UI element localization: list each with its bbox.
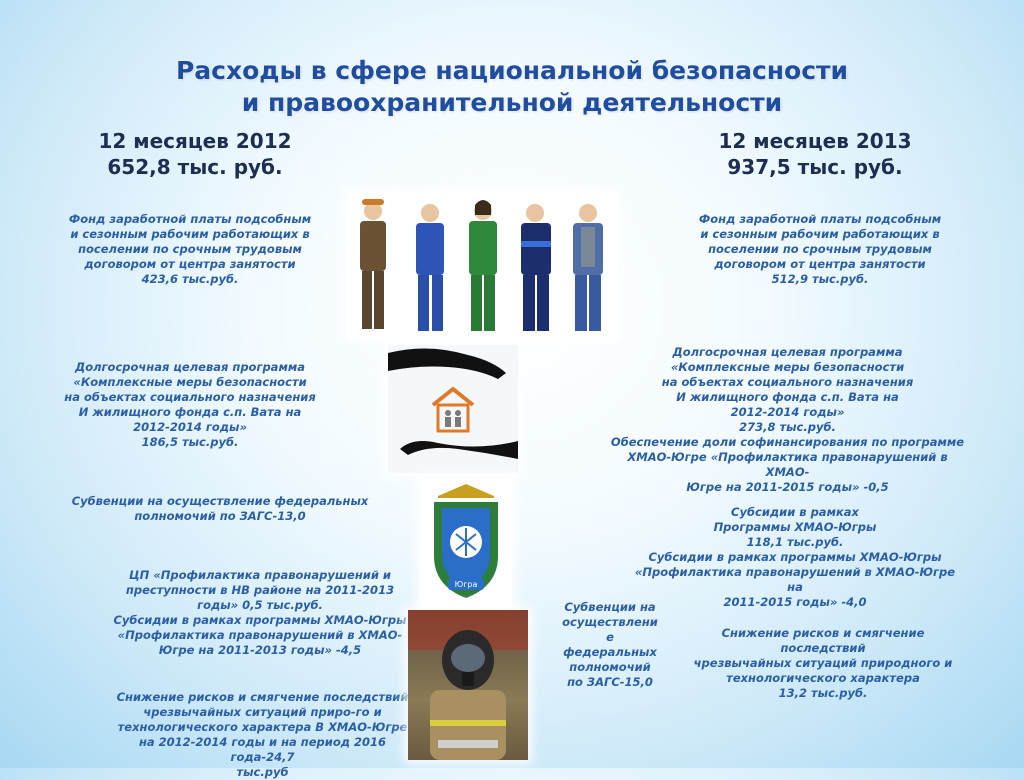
- right-block-zags: Субвенции на осуществлени е федеральных полномочий по ЗАГС-15,0: [562, 600, 658, 689]
- left-period: 12 месяцев 2012: [98, 129, 292, 153]
- page-title: [0, 55, 1024, 119]
- right-period: 12 месяцев 2013: [718, 129, 912, 153]
- emblem-caption: Югра: [454, 580, 478, 589]
- right-total: 937,5 тыс. руб.: [727, 155, 903, 179]
- hands-house-image: [388, 345, 518, 473]
- left-total: 652,8 тыс. руб.: [107, 155, 283, 179]
- right-period-header: [680, 128, 950, 180]
- left-block-prevention: ЦП «Профилактика правонарушений и преступности в НВ районе на 2011-2013 годы» 0,5 тыс.руб. Субсидии в рамках программы ХМАО-Югры «Профилактика правонарушений в ХМАО- Югре на 2011-2013 годы» -4,5: [113, 568, 407, 657]
- workers-photo: [348, 193, 618, 338]
- left-block-zags: Субвенции на осуществление федеральных полномочий по ЗАГС-13,0: [71, 494, 369, 523]
- left-block-payroll: Фонд заработной платы подсобным и сезонным рабочим работающих в поселении по срочным трудовым договором от центра занятости 423,6 тыс.руб.: [68, 212, 312, 286]
- firefighter-photo: [408, 610, 528, 760]
- title-line-1: Расходы в сфере национальной безопасности: [175, 56, 849, 85]
- right-block-emergency: Снижение рисков и смягчение последствий чрезвычайных ситуаций природного и технологического характера 13,2 тыс.руб.: [693, 626, 953, 700]
- emblem-image: [420, 478, 512, 608]
- hands-house-icon: [388, 345, 518, 473]
- firefighter-icon: [408, 610, 528, 760]
- left-period-header: [60, 128, 330, 180]
- right-block-payroll: Фонд заработной платы подсобным и сезонным рабочим работающих в поселении по срочным трудовым договором от центра занятости 512,9 тыс.руб.: [698, 212, 942, 286]
- coat-of-arms-icon: [420, 478, 512, 608]
- left-block-emergency: Снижение рисков и смягчение последствий чрезвычайных ситуаций приро-го и технологического характера В ХМАО-Югре на 2012-2014 годы и на период 2016 года-24,7 тыс.руб: [116, 690, 409, 779]
- left-block-safety-program: Долгосрочная целевая программа «Комплексные меры безопасности на объектах социального назначения И жилищного фонда с.п. Вата на 2012-2014 годы» 186,5 тыс.руб.: [64, 360, 316, 449]
- right-block-subsidies: Субсидии в рамках Программы ХМАО-Югры 118,1 тыс.руб. Субсидии в рамках программы ХМАО-Югры «Профилактика правонарушений в ХМАО-Югре на 2011-2015 годы» -4,0: [634, 505, 956, 609]
- workers-illustration: [348, 193, 618, 338]
- title-line-2: и правоохранительной деятельности: [241, 88, 783, 117]
- right-block-safety-program: Долгосрочная целевая программа «Комплексные меры безопасности на объектах социального назначения И жилищного фонда с.п. Вата на 2012-2014 годы» 273,8 тыс.руб. Обеспечение доли софинансирования по программе ХМАО-Югре «Профилактика правонарушений в ХМАО- Югре на 2011-2015 годы» -0,5: [610, 345, 965, 494]
